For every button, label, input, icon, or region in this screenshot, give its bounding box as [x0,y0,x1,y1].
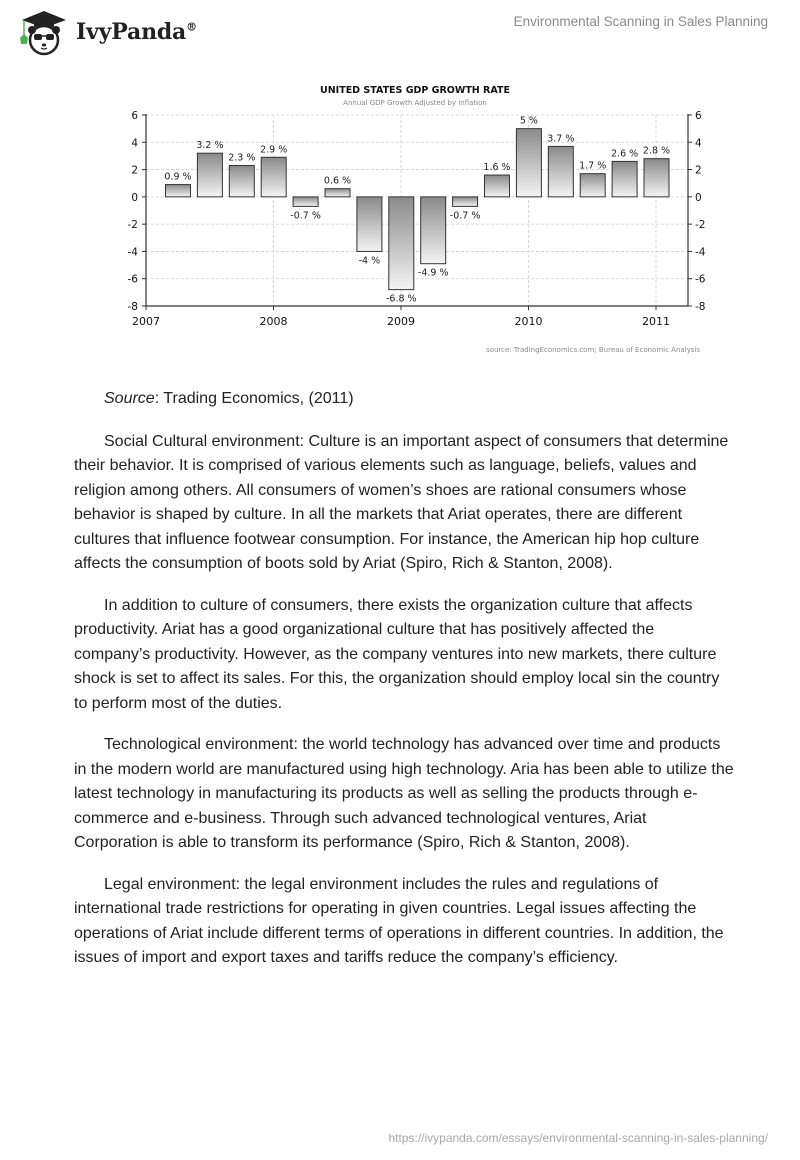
page-header [0,0,800,60]
bar-value-label: 1.6 % [483,162,511,174]
bar [485,175,510,197]
source-url-link[interactable]: https://ivypanda.com/essays/environmental-scanning-in-sales-planning/ [388,1131,768,1145]
chart-bars [164,116,670,305]
bar-value-label: -4.9 % [417,267,449,279]
y-tick-label-right: -6 [695,273,706,286]
bar-chart [110,80,720,360]
y-tick-label-right: 6 [695,110,702,122]
y-tick-label-left: -6 [127,273,138,286]
bar-value-label: -4 % [358,255,381,267]
bar [389,197,414,290]
chart-subtitle: Annual GDP Growth Adjusted by Inflation [343,99,487,107]
paragraph-social-cultural: Social Cultural environment: Culture is an important aspect of consumers that determine their behavior. It is comprised of various elements such as language, beliefs, values and religion among others. All consumers of women’s shoes are rational consumers whose behavior is shaped by culture. In all the markets that Ariat operates, there are different cultures that influence footwear consumption. For instance, the American hip hop culture affects the consumption of boots sold by Ariat (Spiro, Rich & Stanton, 2008). [74,432,729,572]
gdp-growth-chart [110,80,720,360]
bar [197,153,222,197]
paragraph-organization-culture: In addition to culture of consumers, there exists the organization culture that affects productivity. Ariat has a good organizational culture that has positively affected the company’s productivity. However, as the company ventures into new markets, there culture shock is set to affect its sales. For this, the organization should employ local sin the country to perform most of the duties. [74,596,720,712]
article-body [74,387,734,988]
bar-value-label: 2.8 % [642,145,671,157]
y-tick-label-right: 0 [695,191,702,204]
bar [580,174,605,197]
bar-value-label: -0.7 % [290,210,321,222]
y-tick-label-left: 2 [131,164,138,177]
y-tick-label-right: -2 [695,219,706,232]
document-title: Environmental Scanning in Sales Planning [513,14,768,29]
bar-value-label: 1.7 % [579,160,607,172]
bar [325,189,350,197]
y-tick-label-left: 6 [131,110,138,122]
x-tick-label: 2011 [642,315,670,328]
chart-source-note: source: TradingEconomics.com; Bureau of Economic Analysis [486,346,700,354]
bar [229,165,254,196]
x-tick-label: 2007 [132,315,160,328]
bar-value-label: 0.6 % [323,175,352,187]
y-tick-label-left: 4 [131,137,138,150]
bar-value-label: -6.8 % [386,293,417,305]
bar [516,129,541,197]
bar [644,159,669,197]
paragraph-legal: Legal environment: the legal environment includes the rules and regulations of international trade restrictions for operating in given countries. Legal issues affecting the operations of Ariat include different terms of operations in different countries. In addition, the issues of import and export taxes and tariffs reduce the company’s efficiency. [74,875,724,966]
y-tick-label-left: -2 [127,219,138,232]
bar [357,197,382,252]
y-tick-label-right: -8 [695,301,706,313]
bar [612,161,637,196]
x-tick-label: 2008 [259,315,288,328]
bar-value-label: 3.7 % [547,133,575,145]
bar-value-label: 5 % [519,115,538,127]
bar-value-label: 0.9 % [164,171,192,183]
brand-name: IvyPanda® [76,19,197,45]
brand-logo[interactable] [16,8,197,56]
bar [421,197,446,264]
x-tick-label: 2009 [387,315,415,328]
bar-value-label: 2.6 % [611,148,639,160]
bar [293,197,318,207]
panda-graduate-icon [16,8,72,56]
chart-title: UNITED STATES GDP GROWTH RATE [320,85,510,96]
y-tick-label-right: 2 [695,164,702,177]
y-tick-label-left: 0 [131,191,138,204]
bar [453,197,478,207]
x-tick-label: 2010 [514,315,543,328]
paragraph-technological: Technological environment: the world technology has advanced over time and products in the modern world are manufactured using high technology. Aria has been able to utilize the latest technology in manufacturing its products as well as selling the products through e-commerce and e-business. Through such advanced technological ventures, Ariat Corporation is able to transform its performance (Spiro, Rich & Stanton, 2008). [74,736,734,851]
figure-caption: Source: Trading Economics, (2011) [104,390,354,407]
bar-value-label: 2.3 % [228,152,256,164]
y-tick-label-left: -4 [127,246,138,259]
bar-value-label: 2.9 % [260,144,288,156]
bar [548,146,573,196]
y-tick-label-right: 4 [695,137,702,150]
y-tick-label-right: -4 [695,246,706,259]
bar-value-label: -0.7 % [449,210,481,222]
bar [261,157,286,197]
y-tick-label-left: -8 [127,301,138,313]
bar [166,185,191,197]
bar-value-label: 3.2 % [196,140,224,152]
